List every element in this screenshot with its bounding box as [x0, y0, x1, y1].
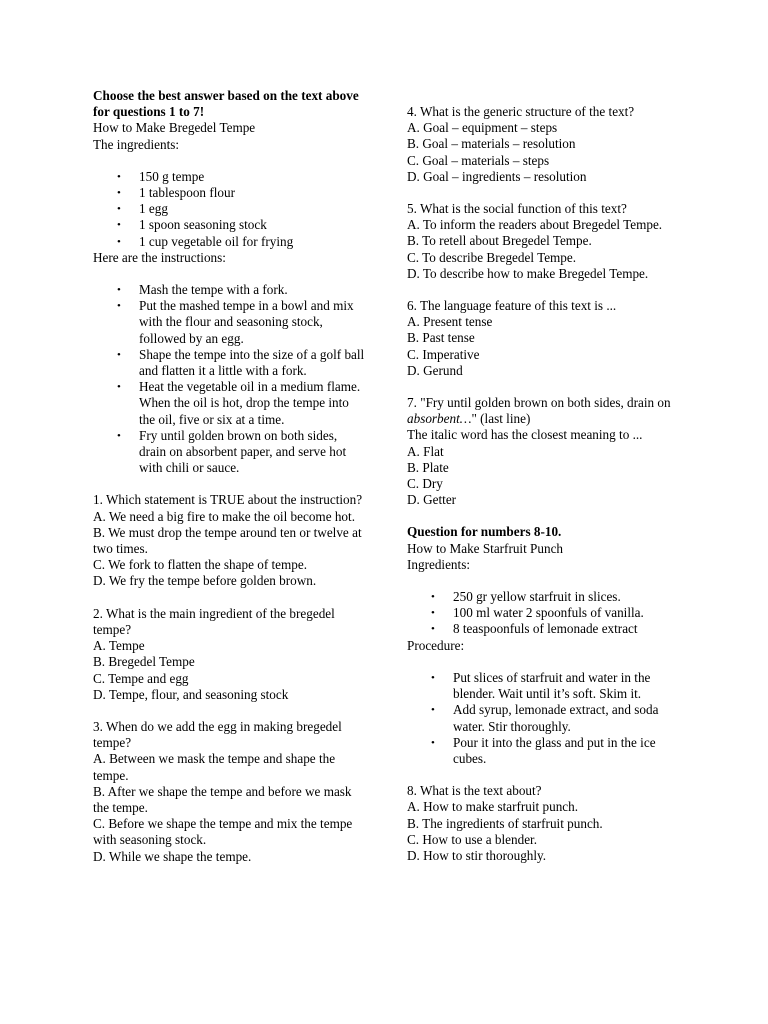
answer-option: D. Getter — [407, 492, 457, 508]
ingredients-list — [93, 169, 365, 250]
procedure-label: Procedure: — [407, 637, 465, 653]
answer-option: C. Goal – materials – steps — [407, 152, 550, 168]
answer-option: C. Before we shape the tempe and mix the tempe with seasoning stock. — [93, 816, 353, 848]
question-block — [407, 201, 679, 282]
answer-option: B. Past tense — [407, 330, 475, 346]
answer-option: B. We must drop the tempe around ten or twelve at two times. — [93, 524, 362, 557]
question-block — [407, 298, 679, 379]
section-header: Question for numbers 8-10. — [407, 524, 562, 540]
question-text: 1. Which statement is TRUE about the instruction? — [93, 492, 363, 508]
list-item: • Put slices of starfruit and water in the blender. Wait until it’s soft. Skim it. — [431, 669, 651, 702]
question-text: 4. What is the generic structure of the text? — [407, 104, 635, 119]
recipe-title: How to Make Starfruit Punch — [407, 540, 564, 556]
answer-option: A. Between we mask the tempe and shape the tempe. — [93, 751, 336, 783]
bullet-icon: • — [117, 219, 121, 232]
question-block — [407, 104, 679, 185]
list-item: • 100 ml water 2 spoonfuls of vanilla. — [431, 605, 644, 621]
question-block — [407, 395, 679, 508]
list-item: • 1 spoon seasoning stock — [117, 217, 267, 233]
answer-option: A. How to make starfruit punch. — [407, 799, 579, 815]
list-item: • Mash the tempe with a fork. — [117, 282, 288, 298]
ingredients-label: Ingredients: — [407, 556, 470, 572]
bullet-icon: • — [117, 381, 121, 394]
answer-option: B. Plate — [407, 459, 449, 475]
bullet-icon: • — [117, 187, 121, 200]
bullet-icon: • — [431, 736, 435, 749]
bullet-icon: • — [117, 284, 121, 297]
bullet-icon: • — [431, 671, 435, 684]
answer-option: A. We need a big fire to make the oil become hot. — [93, 508, 355, 524]
left-column — [93, 88, 365, 865]
bullet-icon: • — [431, 623, 435, 636]
ingredients-label: The ingredients: — [93, 136, 180, 152]
question-text: The italic word has the closest meaning to ... — [407, 427, 643, 443]
list-item: • Pour it into the glass and put in the ice cubes. — [431, 734, 656, 766]
ingredients-list — [407, 589, 679, 638]
right-column — [407, 104, 679, 864]
answer-option: D. Goal – ingredients – resolution — [407, 168, 587, 184]
answer-option: B. Bregedel Tempe — [93, 654, 195, 670]
list-item: • 1 cup vegetable oil for frying — [117, 233, 294, 249]
answer-option: C. Imperative — [407, 346, 480, 362]
answer-option: C. To describe Bregedel Tempe. — [407, 249, 577, 265]
answer-option: B. The ingredients of starfruit punch. — [407, 815, 603, 831]
answer-option: C. We fork to flatten the shape of tempe. — [93, 557, 308, 573]
answer-option: D. Gerund — [407, 362, 463, 378]
question-text: 5. What is the social function of this text? — [407, 201, 627, 217]
question-quote: 7. "Fry until golden brown on both sides, drain on absorbent…" (last line) — [407, 395, 671, 427]
list-item: • Shape the tempe into the size of a golf ball and flatten it a little with a fork. — [117, 346, 365, 379]
bullet-icon: • — [117, 203, 121, 216]
bullet-icon: • — [431, 704, 435, 717]
answer-option: B. To retell about Bregedel Tempe. — [407, 233, 592, 249]
instructions-list — [93, 282, 365, 476]
answer-option: C. How to use a blender. — [407, 831, 538, 847]
question-block — [93, 492, 365, 589]
answer-option: D. We fry the tempe before golden brown. — [93, 573, 317, 589]
answer-option: D. Tempe, flour, and seasoning stock — [93, 686, 289, 702]
answer-option: D. To describe how to make Bregedel Tempe. — [407, 265, 649, 281]
list-item: • 150 g tempe — [117, 168, 205, 184]
answer-option: D. While we shape the tempe. — [93, 848, 252, 864]
question-block — [93, 606, 365, 703]
answer-option: A. Present tense — [407, 314, 493, 330]
list-item: • 8 teaspoonfuls of lemonade extract — [431, 621, 638, 637]
list-item: • Add syrup, lemonade extract, and soda water. Stir thoroughly. — [431, 702, 659, 734]
list-item: • 1 tablespoon flour — [117, 185, 235, 201]
answer-option: A. Flat — [407, 443, 444, 459]
answer-option: A. Tempe — [93, 638, 145, 654]
list-item: • 250 gr yellow starfruit in slices. — [431, 589, 621, 605]
list-item: • Put the mashed tempe in a bowl and mix with the flour and seasoning stock, followed by an egg. — [117, 298, 354, 346]
list-item: • Heat the vegetable oil in a medium flame. When the oil is hot, drop the tempe into the oil, five or six at a time. — [117, 379, 361, 427]
bullet-icon: • — [117, 170, 121, 183]
answer-option: A. Goal – equipment – steps — [407, 120, 558, 136]
bullet-icon: • — [431, 607, 435, 620]
question-text: 3. When do we add the egg in making bregedel tempe? — [93, 718, 342, 751]
list-item: • Fry until golden brown on both sides, drain on absorbent paper, and serve hot with chili or sauce. — [117, 427, 347, 476]
recipe-title: How to Make Bregedel Tempe — [93, 120, 256, 136]
instructions-header: Choose the best answer based on the text above for questions 1 to 7! — [93, 88, 359, 120]
bullet-icon: • — [117, 235, 121, 248]
answer-option: D. How to stir thoroughly. — [407, 847, 547, 863]
italic-word: absorbent… — [407, 411, 472, 427]
question-block — [93, 719, 365, 865]
list-item: • 1 egg — [117, 201, 168, 217]
answer-option: A. To inform the readers about Bregedel Tempe. — [407, 217, 663, 233]
instructions-label: Here are the instructions: — [93, 249, 226, 265]
question-text: 6. The language feature of this text is ... — [407, 298, 617, 314]
bullet-icon: • — [117, 300, 121, 313]
procedure-list — [407, 670, 679, 767]
answer-option: C. Dry — [407, 476, 443, 492]
bullet-icon: • — [431, 591, 435, 604]
bullet-icon: • — [117, 348, 121, 361]
answer-option: B. Goal – materials – resolution — [407, 136, 576, 152]
bullet-icon: • — [117, 429, 121, 442]
question-text: 8. What is the text about? — [407, 783, 542, 799]
answer-option: C. Tempe and egg — [93, 670, 189, 686]
question-text: 2. What is the main ingredient of the bregedel tempe? — [93, 605, 335, 637]
question-block — [407, 783, 679, 864]
answer-option: B. After we shape the tempe and before we mask the tempe. — [93, 783, 352, 815]
